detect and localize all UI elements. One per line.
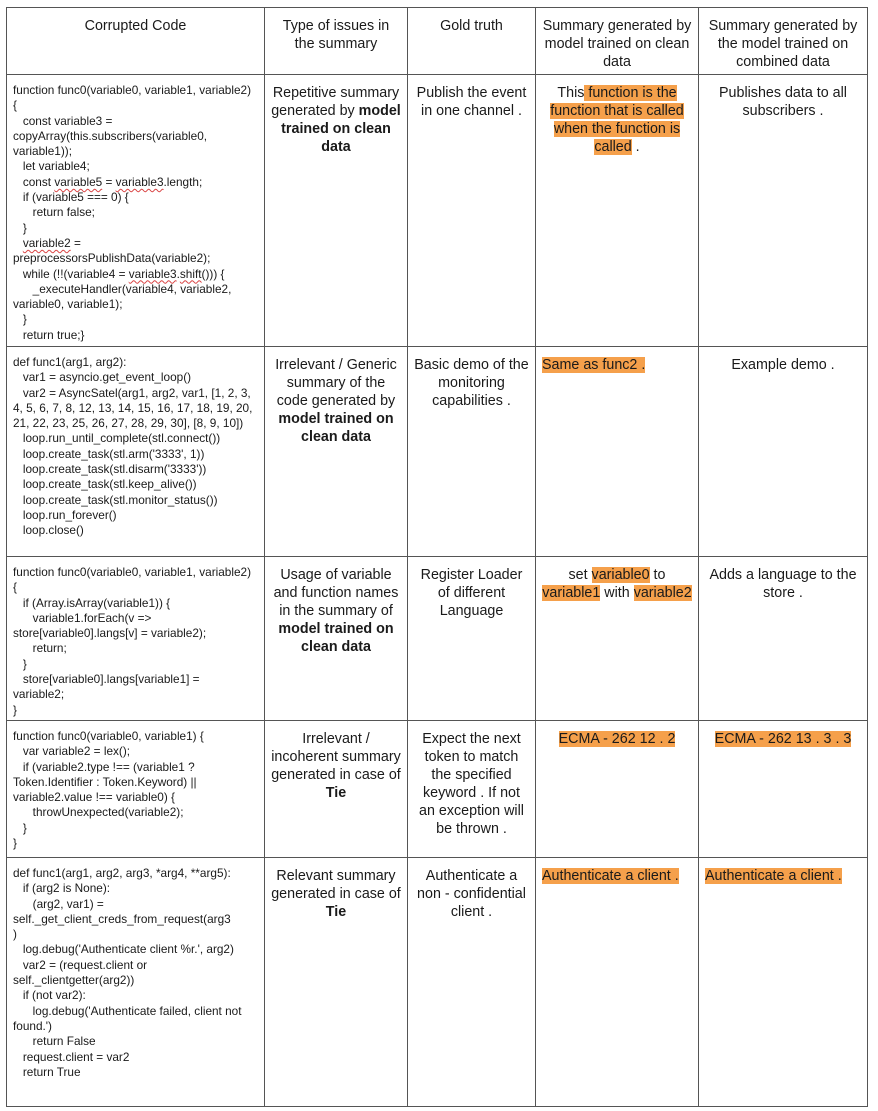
comparison-table	[6, 7, 868, 1107]
header-gold-truth: Gold truth	[408, 8, 536, 75]
highlighted-text: variable1	[542, 585, 601, 601]
gold-cell: Expect the next token to match the specified keyword . If not an exception will be thrown .	[408, 721, 536, 858]
code-cell: def func1(arg1, arg2): var1 = asyncio.get_event_loop() var2 = AsyncSatel(arg1, arg2, var1, [1, 2, 3, 4, 5, 6, 7, 8, 12, 13, 14, 15, 16, 17, 18, 19, 20, 21, 22, 23, 25, 26, 27, 28, 29, 30], [8, 9, 10]) loop.run_until_complete(stl.connect()) loop.create_task(stl.arm('3333', 1)) loop.create_task(stl.disarm('3333')) loop.create_task(stl.keep_alive()) loop.create_task(stl.monitor_status()) loop.run_forever() loop.close()	[7, 347, 265, 557]
clean-summary-cell	[536, 721, 699, 858]
code-text: function func0(variable0, variable1, variable2) { const variable3 = copyArray(this.subscribers(variable0, variable1)); let variable4; const	[13, 83, 252, 189]
summary-text: set	[568, 567, 592, 583]
code-text: =	[102, 174, 116, 189]
code-text: .length; if (variable5 === 0) { return false; }	[22, 174, 203, 235]
header-combined-summary: Summary generated by the model trained on combined data	[699, 8, 868, 75]
code-text-flagged: variable3	[115, 174, 164, 189]
header-corrupted-code: Corrupted Code	[7, 8, 265, 75]
code-text: ())) { _executeHandler(variable4, variable2, variable0, variable1); } return true;}	[13, 266, 232, 342]
issue-emphasis: model trained on clean data	[281, 103, 401, 155]
gold-cell: Authenticate a non - confidential client .	[408, 858, 536, 1107]
combined-summary-cell	[699, 721, 868, 858]
highlighted-text: Authenticate a client .	[705, 868, 842, 884]
issue-text: Usage of variable and function names in the summary of	[273, 567, 399, 619]
summary-text: with	[600, 585, 634, 601]
highlighted-text: variable2	[633, 585, 692, 601]
table-row	[7, 858, 868, 1107]
gold-cell: Register Loader of different Language	[408, 557, 536, 721]
gold-cell: Publish the event in one channel .	[408, 75, 536, 347]
highlighted-text: variable0	[591, 567, 650, 583]
code-cell: function func0(variable0, variable1) { var variable2 = lex(); if (variable2.type !== (variable1 ? Token.Identifier : Token.Keyword) || variable2.value !== variable0) { throwUnexpected(variable2); } }	[7, 721, 265, 858]
issue-cell	[265, 858, 408, 1107]
code-cell	[7, 75, 265, 347]
issue-emphasis: model trained on clean data	[278, 411, 394, 445]
issue-text: Relevant summary generated in case of	[271, 868, 401, 902]
combined-summary-cell	[699, 858, 868, 1107]
code-text-flagged: shift	[179, 266, 202, 281]
code-text: .	[176, 266, 180, 281]
clean-summary-cell	[536, 858, 699, 1107]
combined-summary-cell: Example demo .	[699, 347, 868, 557]
clean-summary-cell	[536, 557, 699, 721]
code-text-flagged: variable2	[22, 235, 71, 250]
summary-text: This	[557, 85, 585, 101]
issue-emphasis: Tie	[325, 785, 347, 801]
highlighted-text: ECMA - 262 13 . 3 . 3	[714, 731, 852, 747]
code-text-flagged: variable5	[54, 174, 103, 189]
highlighted-text: Same as func2 .	[542, 357, 646, 373]
header-row	[7, 8, 868, 75]
issue-text: Irrelevant / incoherent summary generated in case of	[271, 731, 401, 783]
code-cell: function func0(variable0, variable1, variable2) { if (Array.isArray(variable1)) { variable1.forEach(v => store[variable0].langs[v] = variable2); return; } store[variable0].langs[variable1] = variable2; }	[7, 557, 265, 721]
issue-cell	[265, 557, 408, 721]
issue-text: Irrelevant / Generic summary of the code generated by	[275, 357, 397, 409]
combined-summary-cell: Publishes data to all subscribers .	[699, 75, 868, 347]
summary-text: .	[631, 139, 640, 155]
issue-cell	[265, 75, 408, 347]
issue-cell	[265, 721, 408, 858]
header-clean-summary: Summary generated by model trained on clean data	[536, 8, 699, 75]
code-text: = preprocessorsPublishData(variable2); while (!!(variable4 =	[13, 235, 211, 281]
clean-summary-cell	[536, 347, 699, 557]
code-cell: def func1(arg1, arg2, arg3, *arg4, **arg5): if (arg2 is None): (arg2, var1) = self._get_client_creds_from_request(arg3 ) log.debug('Authenticate client %r.', arg2) var2 = (request.client or self._clientgetter(arg2)) if (not var2): log.debug('Authenticate failed, client not found.') return False request.client = var2 return True	[7, 858, 265, 1107]
issue-cell	[265, 347, 408, 557]
issue-text: Repetitive summary generated by	[271, 85, 400, 119]
combined-summary-cell: Adds a language to the store .	[699, 557, 868, 721]
highlighted-text: ECMA - 262 12 . 2	[558, 731, 676, 747]
highlighted-text: function is the function that is called when the function is called	[550, 85, 684, 155]
table-row	[7, 557, 868, 721]
table-row	[7, 347, 868, 557]
table-row	[7, 75, 868, 347]
issue-emphasis: Tie	[325, 904, 347, 920]
highlighted-text: Authenticate a client .	[542, 868, 679, 884]
table-row	[7, 721, 868, 858]
gold-cell: Basic demo of the monitoring capabilities .	[408, 347, 536, 557]
issue-emphasis: model trained on clean data	[278, 621, 394, 655]
header-issue-type: Type of issues in the summary	[265, 8, 408, 75]
code-text-flagged: variable3	[128, 266, 177, 281]
clean-summary-cell	[536, 75, 699, 347]
summary-text: to	[649, 567, 666, 583]
